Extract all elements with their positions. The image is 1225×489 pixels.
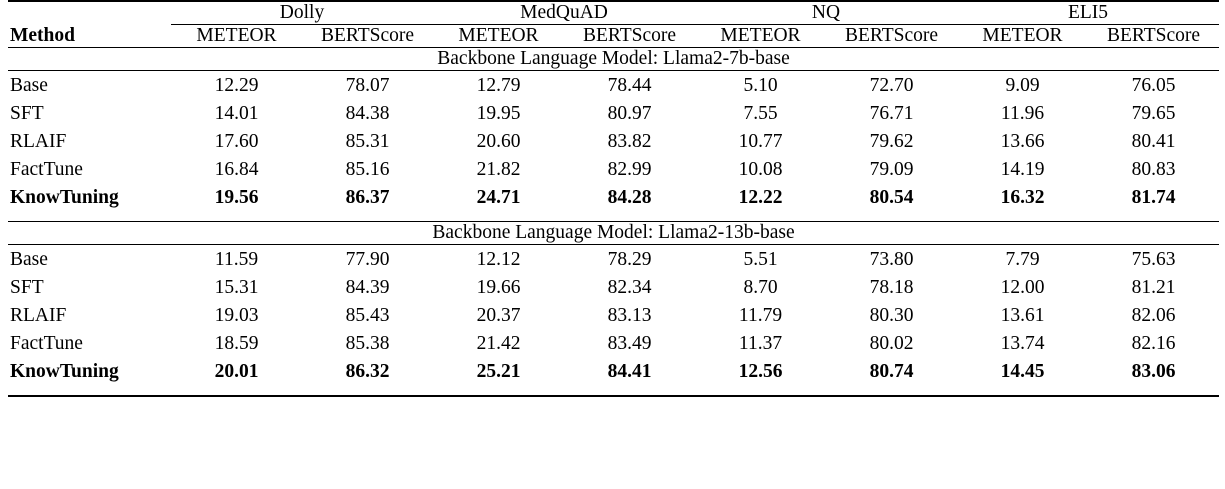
cell-value: 80.41 bbox=[1131, 130, 1176, 152]
table-row bbox=[8, 245, 1219, 273]
section-caption-row bbox=[8, 48, 1219, 71]
bottom-rule bbox=[8, 396, 1219, 402]
cell-value: 76.05 bbox=[1131, 74, 1176, 96]
cell-value: 16.32 bbox=[1000, 186, 1045, 208]
cell-value: 12.56 bbox=[738, 360, 783, 382]
cell-value: 82.99 bbox=[607, 158, 652, 180]
table-row bbox=[8, 301, 1219, 329]
table-row bbox=[8, 99, 1219, 127]
row-method-label: Base bbox=[10, 74, 48, 96]
column-header-eli5-bertscore: BERTScore bbox=[1106, 25, 1201, 46]
row-method-label: KnowTuning bbox=[10, 186, 119, 208]
cell-value: 20.01 bbox=[214, 360, 259, 382]
cell-value: 77.90 bbox=[345, 248, 390, 270]
cell-value: 8.70 bbox=[743, 276, 778, 298]
cell-value: 12.22 bbox=[738, 186, 783, 208]
cell-value: 79.65 bbox=[1131, 102, 1176, 124]
cell-value: 19.56 bbox=[214, 186, 259, 208]
cell-value: 86.37 bbox=[345, 186, 390, 208]
cell-value: 12.79 bbox=[476, 74, 521, 96]
section-7b bbox=[8, 48, 1219, 71]
table-row bbox=[8, 155, 1219, 183]
cell-value: 5.51 bbox=[743, 248, 778, 270]
cell-value: 80.30 bbox=[869, 304, 914, 326]
column-header-medquad-bertscore: BERTScore bbox=[582, 25, 677, 46]
cell-value: 78.44 bbox=[607, 74, 652, 96]
cell-value: 76.71 bbox=[869, 102, 914, 124]
cell-value: 12.12 bbox=[476, 248, 521, 270]
column-header-method: Method bbox=[10, 25, 75, 46]
cell-value: 19.95 bbox=[476, 102, 521, 124]
cell-value: 80.83 bbox=[1131, 158, 1176, 180]
cell-value: 78.18 bbox=[869, 276, 914, 298]
row-spacer bbox=[8, 385, 1219, 396]
dataset-header-medquad: MedQuAD bbox=[433, 2, 695, 25]
cell-value: 12.00 bbox=[1000, 276, 1045, 298]
section-13b-rows bbox=[8, 245, 1219, 402]
cell-value: 73.80 bbox=[869, 248, 914, 270]
cell-value: 84.28 bbox=[607, 186, 652, 208]
cell-value: 13.66 bbox=[1000, 130, 1045, 152]
cell-value: 78.29 bbox=[607, 248, 652, 270]
cell-value: 80.54 bbox=[869, 186, 914, 208]
cell-value: 11.37 bbox=[738, 332, 783, 354]
cell-value: 14.45 bbox=[1000, 360, 1045, 382]
cell-value: 15.31 bbox=[214, 276, 259, 298]
cell-value: 11.59 bbox=[214, 248, 259, 270]
cell-value: 81.74 bbox=[1131, 186, 1176, 208]
cell-value: 82.06 bbox=[1131, 304, 1176, 326]
cell-value: 5.10 bbox=[743, 74, 778, 96]
row-method-label: FactTune bbox=[10, 158, 83, 180]
cell-value: 13.74 bbox=[1000, 332, 1045, 354]
cell-value: 19.03 bbox=[214, 304, 259, 326]
cell-value: 81.21 bbox=[1131, 276, 1176, 298]
row-method-label: RLAIF bbox=[10, 304, 67, 326]
results-table bbox=[8, 0, 1219, 402]
cell-value: 83.82 bbox=[607, 130, 652, 152]
dataset-header-eli5: ELI5 bbox=[957, 2, 1219, 25]
cell-value: 11.96 bbox=[1000, 102, 1045, 124]
cell-value: 75.63 bbox=[1131, 248, 1176, 270]
dataset-header-nq: NQ bbox=[695, 2, 957, 25]
cell-value: 13.61 bbox=[1000, 304, 1045, 326]
cell-value: 9.09 bbox=[1005, 74, 1040, 96]
cell-value: 80.97 bbox=[607, 102, 652, 124]
cell-value: 21.42 bbox=[476, 332, 521, 354]
cell-value: 85.38 bbox=[345, 332, 390, 354]
table-row bbox=[8, 71, 1219, 99]
table-row bbox=[8, 329, 1219, 357]
section-13b bbox=[8, 222, 1219, 246]
column-header-dolly-meteor: METEOR bbox=[196, 25, 277, 46]
table-row bbox=[8, 127, 1219, 155]
column-header-nq-meteor: METEOR bbox=[720, 25, 801, 46]
cell-value: 86.32 bbox=[345, 360, 390, 382]
row-method-label: SFT bbox=[10, 276, 44, 298]
cell-value: 82.34 bbox=[607, 276, 652, 298]
cell-value: 14.01 bbox=[214, 102, 259, 124]
column-header-eli5-meteor: METEOR bbox=[982, 25, 1063, 46]
row-method-label: FactTune bbox=[10, 332, 83, 354]
dataset-header-spacer bbox=[8, 2, 171, 25]
cell-value: 7.55 bbox=[743, 102, 778, 124]
cell-value: 83.06 bbox=[1131, 360, 1176, 382]
cell-value: 79.09 bbox=[869, 158, 914, 180]
cell-value: 79.62 bbox=[869, 130, 914, 152]
cell-value: 80.02 bbox=[869, 332, 914, 354]
cell-value: 10.77 bbox=[738, 130, 783, 152]
column-header-medquad-meteor: METEOR bbox=[458, 25, 539, 46]
cell-value: 18.59 bbox=[214, 332, 259, 354]
column-header-nq-bertscore: BERTScore bbox=[844, 25, 939, 46]
row-method-label: SFT bbox=[10, 102, 44, 124]
table-row bbox=[8, 183, 1219, 211]
cell-value: 78.07 bbox=[345, 74, 390, 96]
metric-header-row bbox=[8, 25, 1219, 48]
cell-value: 85.43 bbox=[345, 304, 390, 326]
row-method-label: Base bbox=[10, 248, 48, 270]
section-caption-7b: Backbone Language Model: Llama2-7b-base bbox=[437, 48, 790, 69]
dataset-header-row bbox=[8, 2, 1219, 25]
table-row bbox=[8, 357, 1219, 385]
cell-value: 25.21 bbox=[476, 360, 521, 382]
cell-value: 24.71 bbox=[476, 186, 521, 208]
cell-value: 80.74 bbox=[869, 360, 914, 382]
cell-value: 83.13 bbox=[607, 304, 652, 326]
cell-value: 20.60 bbox=[476, 130, 521, 152]
cell-value: 21.82 bbox=[476, 158, 521, 180]
cell-value: 84.39 bbox=[345, 276, 390, 298]
cell-value: 85.16 bbox=[345, 158, 390, 180]
cell-value: 16.84 bbox=[214, 158, 259, 180]
cell-value: 20.37 bbox=[476, 304, 521, 326]
cell-value: 12.29 bbox=[214, 74, 259, 96]
table-header bbox=[8, 1, 1219, 48]
cell-value: 72.70 bbox=[869, 74, 914, 96]
cell-value: 17.60 bbox=[214, 130, 259, 152]
cell-value: 84.38 bbox=[345, 102, 390, 124]
cell-value: 11.79 bbox=[738, 304, 783, 326]
cell-value: 7.79 bbox=[1005, 248, 1040, 270]
table-row bbox=[8, 273, 1219, 301]
row-spacer bbox=[8, 211, 1219, 222]
column-header-dolly-bertscore: BERTScore bbox=[320, 25, 415, 46]
cell-value: 84.41 bbox=[607, 360, 652, 382]
row-method-label: KnowTuning bbox=[10, 360, 119, 382]
section-7b-rows bbox=[8, 71, 1219, 222]
cell-value: 10.08 bbox=[738, 158, 783, 180]
section-caption-13b: Backbone Language Model: Llama2-13b-base bbox=[432, 222, 795, 243]
cell-value: 82.16 bbox=[1131, 332, 1176, 354]
cell-value: 19.66 bbox=[476, 276, 521, 298]
cell-value: 83.49 bbox=[607, 332, 652, 354]
cell-value: 85.31 bbox=[345, 130, 390, 152]
cell-value: 14.19 bbox=[1000, 158, 1045, 180]
dataset-header-dolly: Dolly bbox=[171, 2, 433, 25]
section-caption-row bbox=[8, 222, 1219, 245]
row-method-label: RLAIF bbox=[10, 130, 67, 152]
